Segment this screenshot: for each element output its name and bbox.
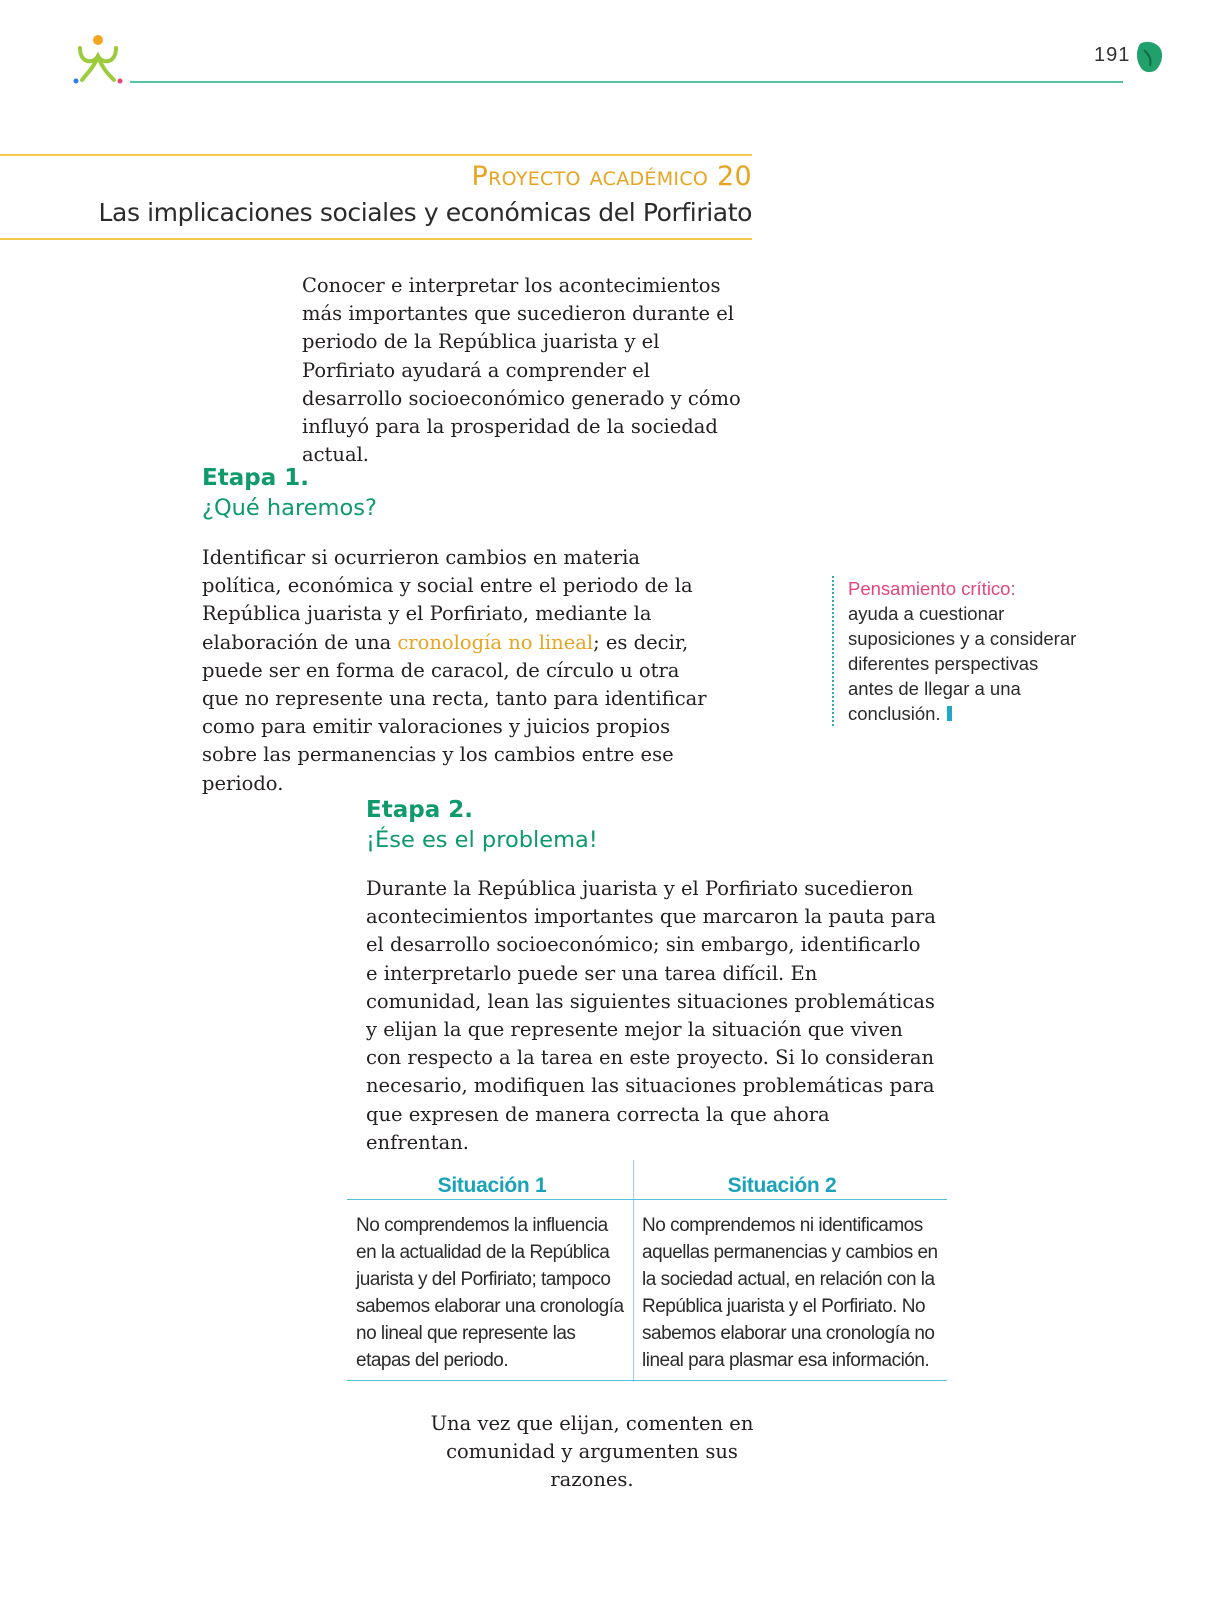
page-number: 191	[1094, 44, 1131, 66]
critical-thinking-note	[832, 576, 1078, 726]
stage-2-paragraph: Durante la República juarista y el Porfiriato sucedieron acontecimientos importantes que marcaron la pauta para el desarrollo socioeconómico; sin embargo, identificarlo e interpretarlo puede ser una tarea difícil. En comunidad, lean las siguientes situaciones problemáticas y elijan la que represente mejor la situación que viven con respecto a la tarea en este proyecto. Si lo consideran necesario, modifiquen las situaciones problemáticas para que expresen de manera correcta la que ahora enfrentan.	[366, 877, 936, 1154]
intro-paragraph: Conocer e interpretar los acontecimientos más importantes que sucedieron durante el periodo de la República juarista y el Porfiriato ayudará a comprender el desarrollo socioeconómico generado y cómo influyó para la prosperidad de la sociedad actual.	[302, 274, 741, 467]
stage-1-paragraph	[202, 544, 722, 798]
stage-2-heading: Etapa 2.	[366, 797, 473, 823]
program-logo-icon	[72, 34, 126, 86]
table-header-rule	[347, 1199, 947, 1200]
stage-2-heading-block	[366, 795, 598, 855]
situation-2-text: No comprendemos ni identificamos aquellas permanencias y cambios en la sociedad actual, en relación con la República juarista y el Porfiriato. No sabemos elaborar una cronología no lineal para plasmar esa información.	[642, 1215, 938, 1371]
table-bottom-rule	[347, 1380, 947, 1381]
closing-paragraph: Una vez que elijan, comenten en comunidad y argumenten sus razones.	[430, 1412, 754, 1492]
stage-1-subheading: ¿Qué haremos?	[202, 495, 377, 521]
situation-1-heading: Situación 1	[437, 1174, 547, 1197]
header-rule	[130, 81, 1123, 83]
page-title: Las implicaciones sociales y económicas del Porfiriato	[98, 198, 752, 227]
stage-2-subheading: ¡Ése es el problema!	[366, 827, 598, 853]
note-title: Pensamiento crítico:	[848, 578, 1016, 599]
project-label: Proyecto académico 20	[471, 161, 752, 192]
note-end-mark	[947, 706, 952, 721]
title-rule-bottom	[0, 238, 752, 240]
glossary-term: cronología no lineal	[397, 630, 594, 654]
stage-1-heading-block	[202, 463, 377, 523]
title-rule-top	[0, 154, 752, 156]
situation-2-heading: Situación 2	[727, 1174, 837, 1197]
table-column-divider	[633, 1160, 634, 1382]
note-text: ayuda a cuestionar suposiciones y a considerar diferentes perspectivas antes de llegar a una conclusión.	[848, 603, 1077, 724]
stage-1-text-after: ; es decir, puede ser en forma de caracol, de círculo u otra que no represente una recta, tanto para identificar como para emitir valoraciones y juicios propios sobre las permanencias y los cambios entre ese periodo.	[202, 630, 707, 795]
stage-1-heading: Etapa 1.	[202, 465, 309, 491]
stage-1-text-before: Identificar si ocurrieron cambios en materia política, económica y social entre el periodo de la República juarista y el Porfiriato, mediante la elaboración de una	[202, 546, 693, 654]
leaf-decoration-icon	[1134, 40, 1164, 74]
situation-1-text: No comprendemos la influencia en la actualidad de la República juarista y del Porfiriato; tampoco sabemos elaborar una cronología no lineal que represente las etapas del periodo.	[356, 1215, 624, 1371]
